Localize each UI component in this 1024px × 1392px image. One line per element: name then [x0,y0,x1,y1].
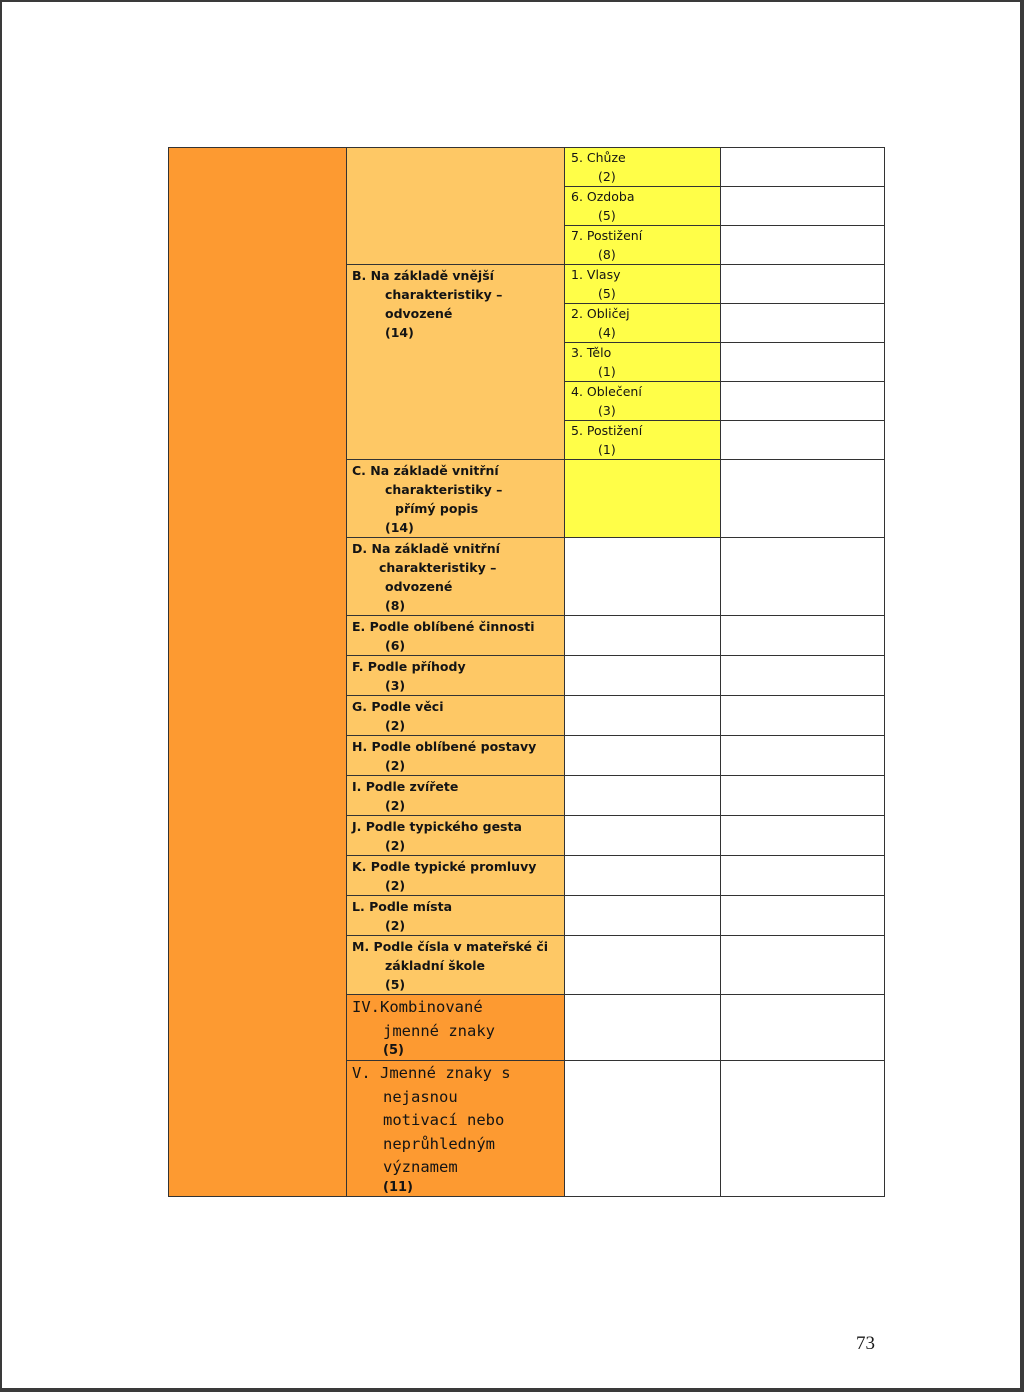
empty-cell [721,265,885,304]
category-k-label: K. Podle typické promluvy [352,859,537,874]
empty-cell [565,616,721,656]
category-m-label: M. Podle čísla v mateřské či [352,939,549,954]
major-category-v-cell [347,1061,565,1197]
category-c-label: C. Na základě vnitřní [352,463,499,478]
sub-item-cell [565,226,721,265]
category-b-count: (14) [385,325,414,340]
sub-item-label: 5. Chůze [571,150,626,165]
sub-item-cell [565,421,721,460]
empty-cell [565,656,721,696]
category-d-label: D. Na základě vnitřní [352,541,500,556]
empty-cell [721,187,885,226]
sub-item-count: (1) [598,364,616,379]
sub-item-label: 3. Tělo [571,345,612,360]
sub-item-count: (8) [598,247,616,262]
major-category-v-label-line5: významem [383,1158,458,1176]
page-number: 73 [856,1333,875,1354]
category-f-label: F. Podle příhody [352,659,466,674]
sub-item-count: (5) [598,208,616,223]
empty-cell [721,382,885,421]
empty-cell [721,696,885,736]
major-category-v-label-line3: motivací nebo [383,1111,505,1129]
category-i-cell [347,776,565,816]
empty-cell [721,776,885,816]
category-j-count: (2) [385,838,406,853]
category-e-cell [347,616,565,656]
empty-cell [565,776,721,816]
empty-cell [721,656,885,696]
empty-cell [565,856,721,896]
sub-item-count: (5) [598,286,616,301]
sub-item-cell [565,148,721,187]
category-m-count: (5) [385,977,406,992]
empty-cell [721,304,885,343]
sub-item-cell [565,265,721,304]
major-category-v-label: V. Jmenné znaky s [352,1064,511,1082]
sub-item-label: 6. Ozdoba [571,189,635,204]
category-c-cell [347,460,565,538]
category-cell-empty [347,148,565,265]
empty-cell [721,226,885,265]
category-b-label: B. Na základě vnější [352,268,494,283]
category-j-cell [347,816,565,856]
category-h-label: H. Podle oblíbené postavy [352,739,537,754]
major-category-iv-label: IV.Kombinované [352,998,483,1016]
major-category-v-count: (11) [383,1179,413,1195]
empty-cell [721,816,885,856]
empty-cell [565,736,721,776]
category-i-label: I. Podle zvířete [352,779,459,794]
category-d-label-line3: odvozené [385,579,453,594]
sub-item-label: 1. Vlasy [571,267,621,282]
category-d-cell [347,538,565,616]
empty-cell [721,460,885,538]
category-e-label: E. Podle oblíbené činnosti [352,619,535,634]
category-c-label-line3: přímý popis [395,501,479,516]
empty-cell [721,936,885,995]
category-e-count: (6) [385,638,406,653]
category-b-label-line3: odvozené [385,306,453,321]
sub-item-count: (1) [598,442,616,457]
empty-cell [565,460,721,538]
category-h-cell [347,736,565,776]
category-h-count: (2) [385,758,406,773]
category-k-count: (2) [385,878,406,893]
empty-cell [721,995,885,1061]
sub-item-label: 7. Postižení [571,228,643,243]
category-g-label: G. Podle věci [352,699,444,714]
empty-cell [721,896,885,936]
sub-item-cell [565,304,721,343]
major-category-v-label-line2: nejasnou [383,1087,458,1106]
category-m-cell [347,936,565,995]
category-c-count: (14) [385,520,414,535]
empty-cell [721,343,885,382]
empty-cell [565,995,721,1061]
category-l-cell [347,896,565,936]
major-category-v-label-line4: neprůhledným [383,1134,495,1153]
empty-cell [565,1061,721,1197]
empty-cell [721,856,885,896]
category-f-cell [347,656,565,696]
category-i-count: (2) [385,798,406,813]
empty-cell [565,816,721,856]
sub-item-label: 4. Oblečení [571,384,642,399]
sub-item-count: (4) [598,325,616,340]
empty-cell [721,736,885,776]
sub-item-count: (3) [598,403,616,418]
sub-item-cell [565,382,721,421]
empty-cell [721,148,885,187]
empty-cell [721,1061,885,1197]
sub-item-cell [565,187,721,226]
category-cell-empty [169,148,347,1197]
category-d-count: (8) [385,598,406,613]
sub-item-count: (2) [598,169,616,184]
empty-cell [721,421,885,460]
empty-cell [565,538,721,616]
empty-cell [565,896,721,936]
empty-cell [721,616,885,656]
empty-cell [565,936,721,995]
category-b-label-line2: charakteristiky – [385,287,503,302]
category-g-count: (2) [385,718,406,733]
category-g-cell [347,696,565,736]
sub-item-label: 5. Postižení [571,423,643,438]
major-category-iv-count: (5) [383,1043,404,1058]
major-category-iv-label-line2: jmenné znaky [383,1021,495,1040]
category-b-cell [347,265,565,460]
category-l-label: L. Podle místa [352,899,453,914]
classification-table [168,147,885,1197]
empty-cell [721,538,885,616]
empty-cell [565,696,721,736]
category-c-label-line2: charakteristiky – [385,482,503,497]
sub-item-cell [565,343,721,382]
category-f-count: (3) [385,678,406,693]
category-m-label-line2: základní škole [385,958,485,973]
sub-item-label: 2. Obličej [571,306,630,321]
major-category-iv-cell [347,995,565,1061]
category-d-label-line2: charakteristiky – [379,560,497,575]
category-k-cell [347,856,565,896]
category-j-label: J. Podle typického gesta [352,819,522,834]
table-row [169,148,885,187]
category-l-count: (2) [385,918,406,933]
